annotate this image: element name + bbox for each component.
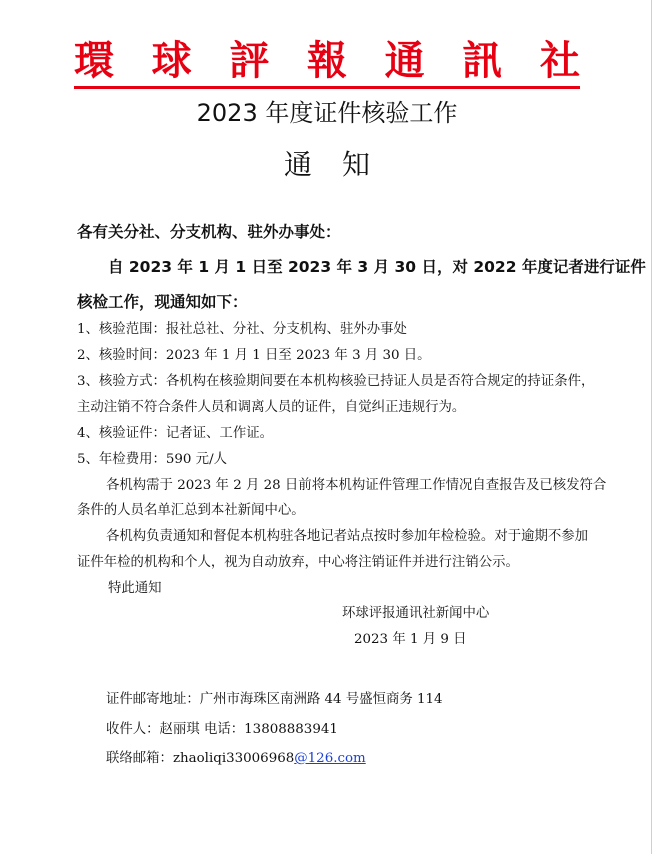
email-link[interactable]: @126.com — [294, 751, 366, 766]
paragraph-2-line-1: 各机构负责通知和督促本机构驻各地记者站点按时参加年检检验。对于逾期不参加 — [106, 529, 589, 544]
intro-line-1: 自 2023 年 1 月 1 日至 2023 年 3 月 30 日，对 2022 年度记者进行证件 — [108, 258, 646, 276]
masthead-char: 通 — [384, 37, 425, 84]
masthead-char: 環 — [74, 37, 114, 84]
paragraph-1-line-1: 各机构需于 2023 年 2 月 28 日前将本机构证件管理工作情况自查报告及已核发符合 — [106, 478, 607, 493]
masthead — [74, 36, 580, 86]
masthead-char: 社 — [539, 37, 580, 84]
masthead-char: 評 — [229, 37, 270, 84]
list-item-fee: 5、年检费用：590 元/人 — [77, 452, 227, 467]
masthead-rule — [74, 86, 580, 89]
signature-org: 环球评报通讯社新闻中心 — [342, 606, 490, 621]
closing-text: 特此通知 — [108, 581, 162, 596]
list-item-documents: 4、核验证件：记者证、工作证。 — [77, 426, 273, 441]
intro-line-2: 核检工作，现通知如下： — [77, 293, 248, 311]
recipient-phone: 收件人：赵丽琪 电话：13808883941 — [106, 722, 338, 737]
salutation: 各有关分社、分支机构、驻外办事处： — [77, 223, 341, 241]
email-label: 联络邮箱： — [106, 751, 173, 766]
list-item-method: 3、核验方式：各机构在核验期间要在本机构核验已持证人员是否符合规定的持证条件， — [77, 374, 595, 389]
signature-date: 2023 年 1 月 9 日 — [354, 632, 467, 647]
paragraph-2-line-2: 证件年检的机构和个人，视为自动放弃，中心将注销证件并进行注销公示。 — [77, 555, 519, 570]
document-title: 2023 年度证件核验工作 — [196, 99, 458, 127]
email-user: zhaoliqi33006968 — [172, 751, 295, 766]
masthead-char: 報 — [306, 37, 347, 84]
mailing-address: 证件邮寄地址：广州市海珠区南洲路 44 号盛恒商务 114 — [106, 692, 443, 707]
list-item-method-cont: 主动注销不符合条件人员和调离人员的证件，自觉纠正违规行为。 — [77, 400, 466, 415]
contact-email — [106, 749, 366, 769]
masthead-char: 球 — [151, 37, 192, 84]
list-item-scope: 1、核验范围：报社总社、分社、分支机构、驻外办事处 — [77, 322, 407, 337]
notice-title: 通知 — [283, 148, 400, 181]
list-item-time: 2、核验时间：2023 年 1 月 1 日至 2023 年 3 月 30 日。 — [77, 348, 431, 363]
paragraph-1-line-2: 条件的人员名单汇总到本社新闻中心。 — [77, 503, 305, 518]
masthead-char: 訊 — [462, 37, 503, 84]
